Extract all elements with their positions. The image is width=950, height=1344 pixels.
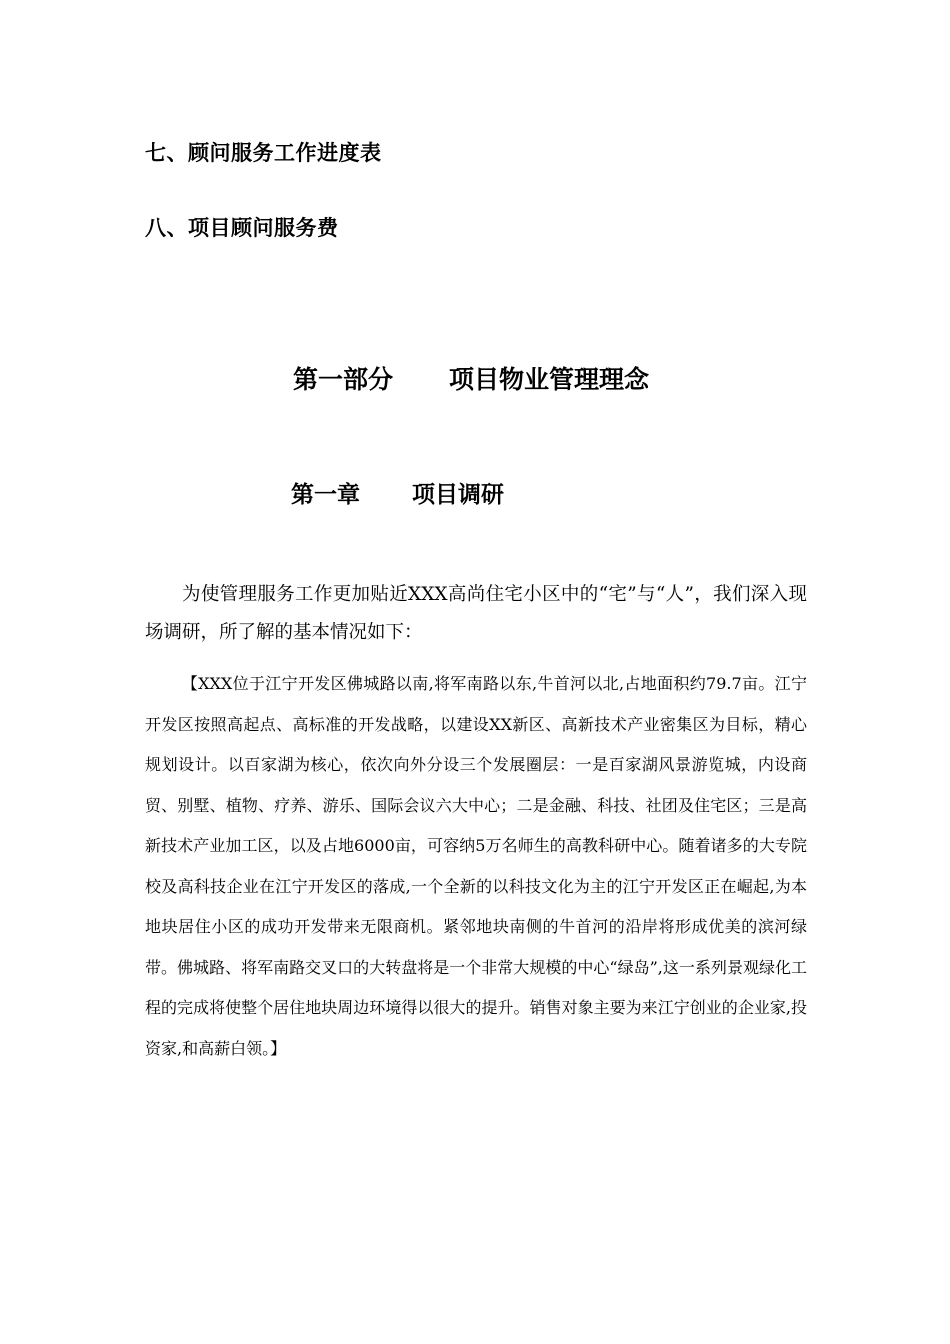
chapter-number: 第一章 (291, 481, 360, 508)
part-title: 项目物业管理理念 (449, 365, 650, 394)
part-number: 第一部分 (293, 365, 394, 394)
project-description-paragraph: 【XXX位于江宁开发区佛城路以南,将军南路以东,牛首河以北,占地面积约79.7亩。江宁开发区按照高起点、高标准的开发战略，以建设XX新区、高新技术产业密集区为目标，精心规划设计。以百家湖为核心，依次向外分设三个发展圈层：一是百家湖风景游览城，内设商贸、别墅、植物、疗养、游乐、国际会议六大中心；二是金融、科技、社团及住宅区；三是高新技术产业加工区，以及占地6000亩，可容纳5万名师生的高教科研中心。随着诸多的大专院校及高科技企业在江宁开发区的落成,一个全新的以科技文化为主的江宁开发区正在崛起,为本地块居住小区的成功开发带来无限商机。紧邻地块南侧的牛首河的沿岸将形成优美的滨河绿带。佛城路、将军南路交叉口的大转盘将是一个非常大规模的中心“绿岛”,这一系列景观绿化工程的完成将使整个居住地块周边环境得以很大的提升。销售对象主要为来江宁创业的企业家,投资家,和高薪白领。】 (145, 674, 807, 1058)
toc-item-8: 八、项目顾问服务费 (145, 215, 339, 240)
chapter-title: 项目调研 (412, 481, 504, 508)
chapter-heading (291, 476, 504, 509)
intro-paragraph: 为使管理服务工作更加贴近XXX高尚住宅小区中的“宅”与“人”，我们深入现场调研，所了解的基本情况如下： (145, 584, 807, 643)
toc-item-7: 七、顾问服务工作进度表 (145, 140, 382, 165)
part-heading (293, 360, 649, 396)
